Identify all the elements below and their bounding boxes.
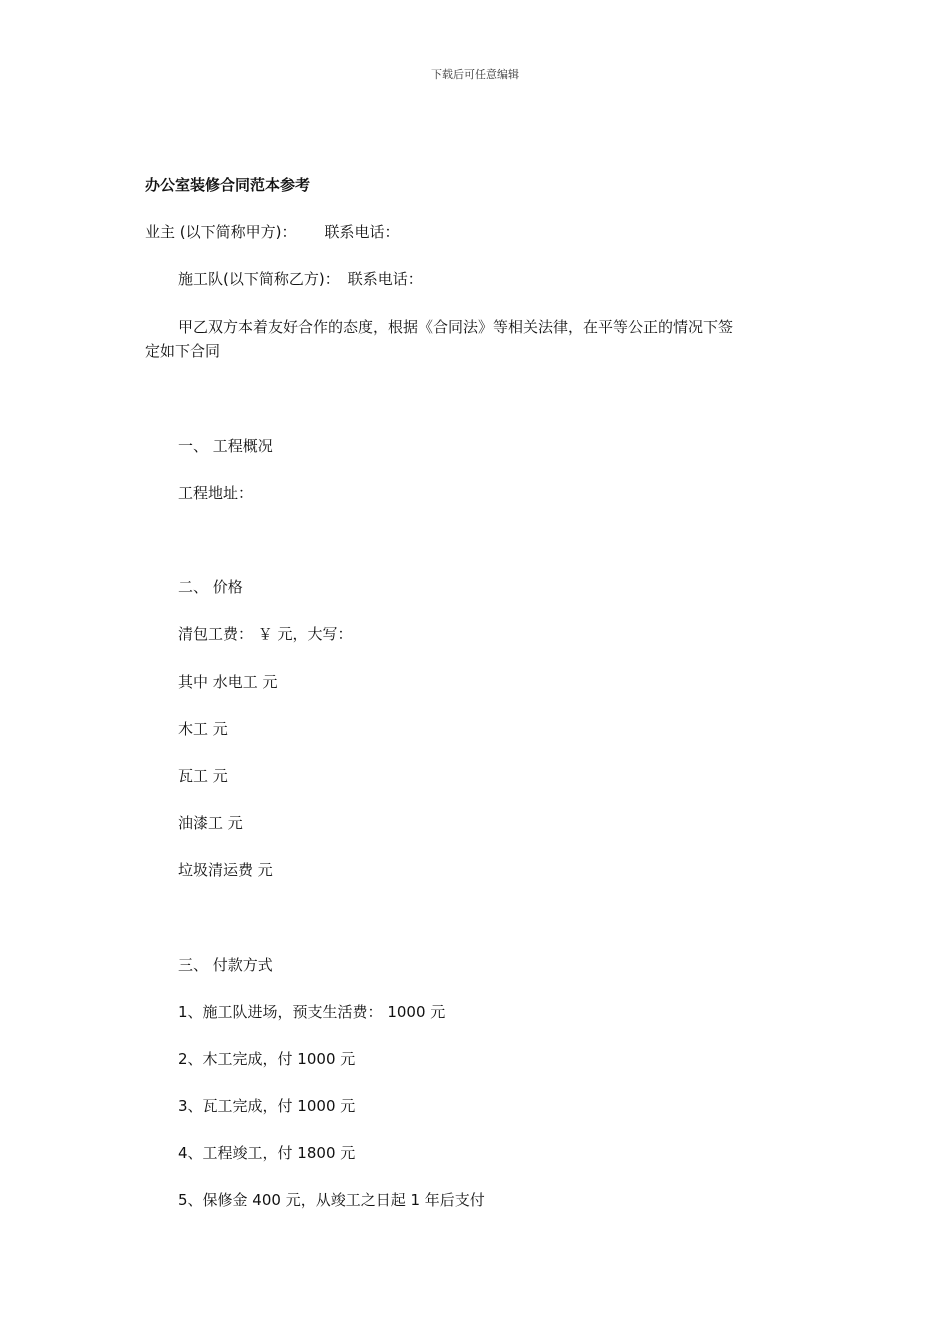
price-item: 垃圾清运费 元 [178,861,273,879]
project-address-label: 工程地址： [178,484,254,502]
price-item: 其中 水电工 元 [178,673,278,691]
intro-paragraph-line1: 甲乙双方本着友好合作的态度，根据《合同法》等相关法律，在平等公正的情况下签 [178,318,734,336]
payment-item: 5、保修金 400 元，从竣工之日起 1 年后支付 [178,1191,485,1209]
section1-heading: 一、 工程概况 [178,437,273,455]
owner-label: 业主 (以下简称甲方)： [145,223,297,241]
payment-item: 1、施工队进场，预支生活费： 1000 元 [178,1003,446,1021]
document-title: 办公室装修合同范本参考 [145,176,311,194]
contractor-phone-label: 联系电话： [347,270,423,288]
price-item: 木工 元 [178,720,228,738]
price-item: 油漆工 元 [178,814,243,832]
price-item: 清包工费： ￥ 元，大写： [178,625,353,643]
payment-item: 3、瓦工完成，付 1000 元 [178,1097,356,1115]
owner-line [145,221,400,243]
owner-phone-label: 联系电话： [324,223,400,241]
price-item: 瓦工 元 [178,767,228,785]
section3-heading: 三、 付款方式 [178,956,273,974]
payment-item: 4、工程竣工，付 1800 元 [178,1144,356,1162]
payment-item: 2、木工完成，付 1000 元 [178,1050,356,1068]
section2-heading: 二、 价格 [178,578,243,596]
page-header: 下载后可任意编辑 [431,68,519,81]
contractor-label: 施工队(以下简称乙方)： [178,270,340,288]
contractor-line [178,268,423,290]
intro-paragraph-line2: 定如下合同 [145,342,221,360]
